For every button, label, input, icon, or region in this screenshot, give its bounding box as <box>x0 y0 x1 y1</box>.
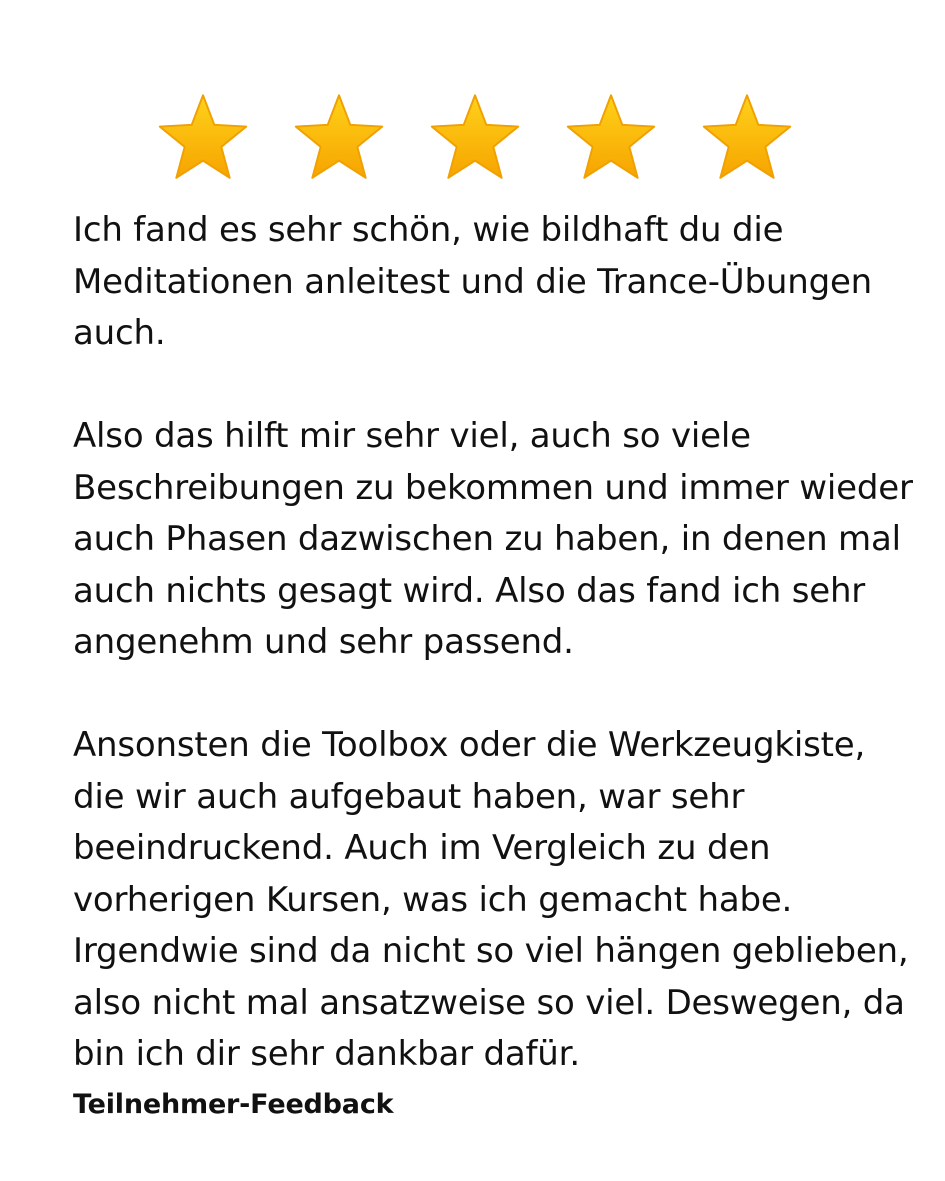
star-icon <box>155 92 251 184</box>
review-paragraph: Also das hilft mir sehr viel, auch so viele Beschreibungen zu bekommen und immer wieder auch Phasen dazwischen zu haben, in denen mal auch nichts gesagt wird. Also das fand ich sehr angenehm und sehr passend. <box>73 416 913 662</box>
review-byline: Teilnehmer-Feedback <box>73 1089 394 1120</box>
star-icon <box>427 92 523 184</box>
star-icon <box>563 92 659 184</box>
star-rating <box>155 92 795 184</box>
review-paragraph: Ansonsten die Toolbox oder die Werkzeugkiste, die wir auch aufgebaut haben, war sehr beeindruckend. Auch im Vergleich zu den vorherigen Kursen, was ich gemacht habe. Irgendwie sind da nicht so viel hängen geblieben, also nicht mal ansatzweise so viel. Deswegen, da bin ich dir sehr dankbar dafür. <box>73 725 909 1074</box>
review-text <box>73 205 913 1081</box>
review-paragraph: Ich fand es sehr schön, wie bildhaft du die Meditationen anleitest und die Trance-Übungen auch. <box>73 210 873 353</box>
star-icon <box>291 92 387 184</box>
star-icon <box>699 92 795 184</box>
